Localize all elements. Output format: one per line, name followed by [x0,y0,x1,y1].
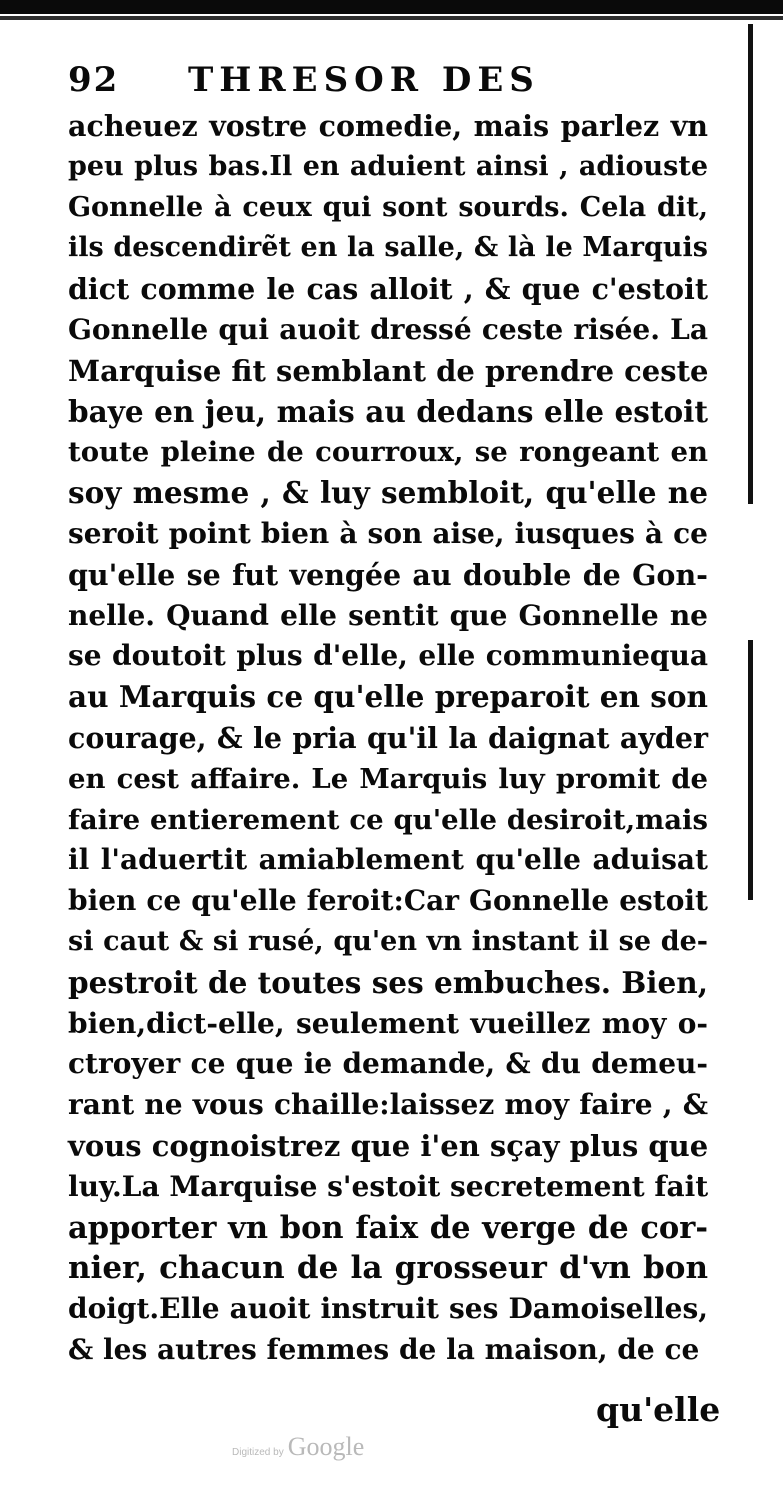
text-line: baye en jeu, mais au dedans elle estoit [68,393,708,429]
text-line: nier, chacun de la grosseur d'vn bon [68,1250,708,1287]
text-line: en cest affaire. Le Marquis luy promit de [68,762,708,795]
text-line: Gonnelle qui auoit dressé ceste risée. La [68,312,708,346]
text-line: Gonnelle à ceux qui sont sourds. Cela dit, [68,191,708,223]
text-line: si caut & si rusé, qu'en vn instant il se de- [68,925,708,957]
running-title: THRESOR DES [188,60,540,100]
text-line: ctroyer ce que ie demande, & du demeu- [68,1047,708,1081]
text-line: Marquise fit semblant de prendre ceste [68,353,709,388]
book-page [68,60,708,1371]
text-line: doigt.Elle auoit instruit ses Damoiselles, [68,1292,708,1326]
text-line: & les autres femmes de la maison, de ce [68,1332,700,1366]
running-header [68,60,708,106]
text-line: bien ce qu'elle feroit:Car Gonnelle estoit [68,884,708,918]
watermark-brand: Google [287,1432,365,1461]
text-line: acheuez vostre comedie, mais parlez vn [68,109,708,143]
text-line: apporter vn bon faix de verge de cor- [68,1209,708,1246]
text-line: vous cognoistrez que i'en sçay plus que [68,1128,709,1163]
digitization-watermark [232,1432,364,1462]
catchword: qu'elle [596,1390,721,1429]
text-line: faire entierement ce qu'elle desiroit,mais [68,803,708,836]
text-line: seroit point bien à son aise, iusques à ce [68,516,708,550]
text-line: au Marquis ce qu'elle preparoit en son [68,679,708,715]
text-line: courage, & le pria qu'il la daignat ayder [68,720,708,755]
text-line: bien,dict-elle, seulement vueillez moy o- [68,1006,708,1040]
text-line: pestroit de toutes ses embuches. Bien, [68,964,708,1000]
text-line: toute pleine de courroux, se rongeant en [68,436,708,469]
text-line: peu plus bas.Il en aduient ainsi , adiouste [68,150,708,182]
page-number: 92 [68,60,120,100]
text-line: se doutoit plus d'elle, elle communiequa [68,639,708,673]
text-line: luy.La Marquise s'estoit secretement fait [68,1169,709,1203]
text-line: rant ne vous chaille:laissez moy faire , & [68,1088,708,1122]
top-border-rule [0,0,783,14]
top-border-rule-secondary [0,16,783,20]
watermark-prefix: Digitized by [232,1447,284,1458]
page-edge-shadow [748,24,753,504]
text-line: nelle. Quand elle sentit que Gonnelle ne [68,598,708,632]
text-line: soy mesme , & luy sembloit, qu'elle ne [68,475,708,511]
text-line: ils descendirẽt en la salle, & là le Marquis [68,232,708,264]
text-line: dict comme le cas alloit , & que c'estoit [68,272,708,307]
body-text [68,106,708,1371]
page-edge-shadow-lower [748,640,753,900]
text-line: il l'aduertit amiablement qu'elle aduisat [68,843,708,877]
text-line: qu'elle se fut vengée au double de Gon- [68,557,708,592]
